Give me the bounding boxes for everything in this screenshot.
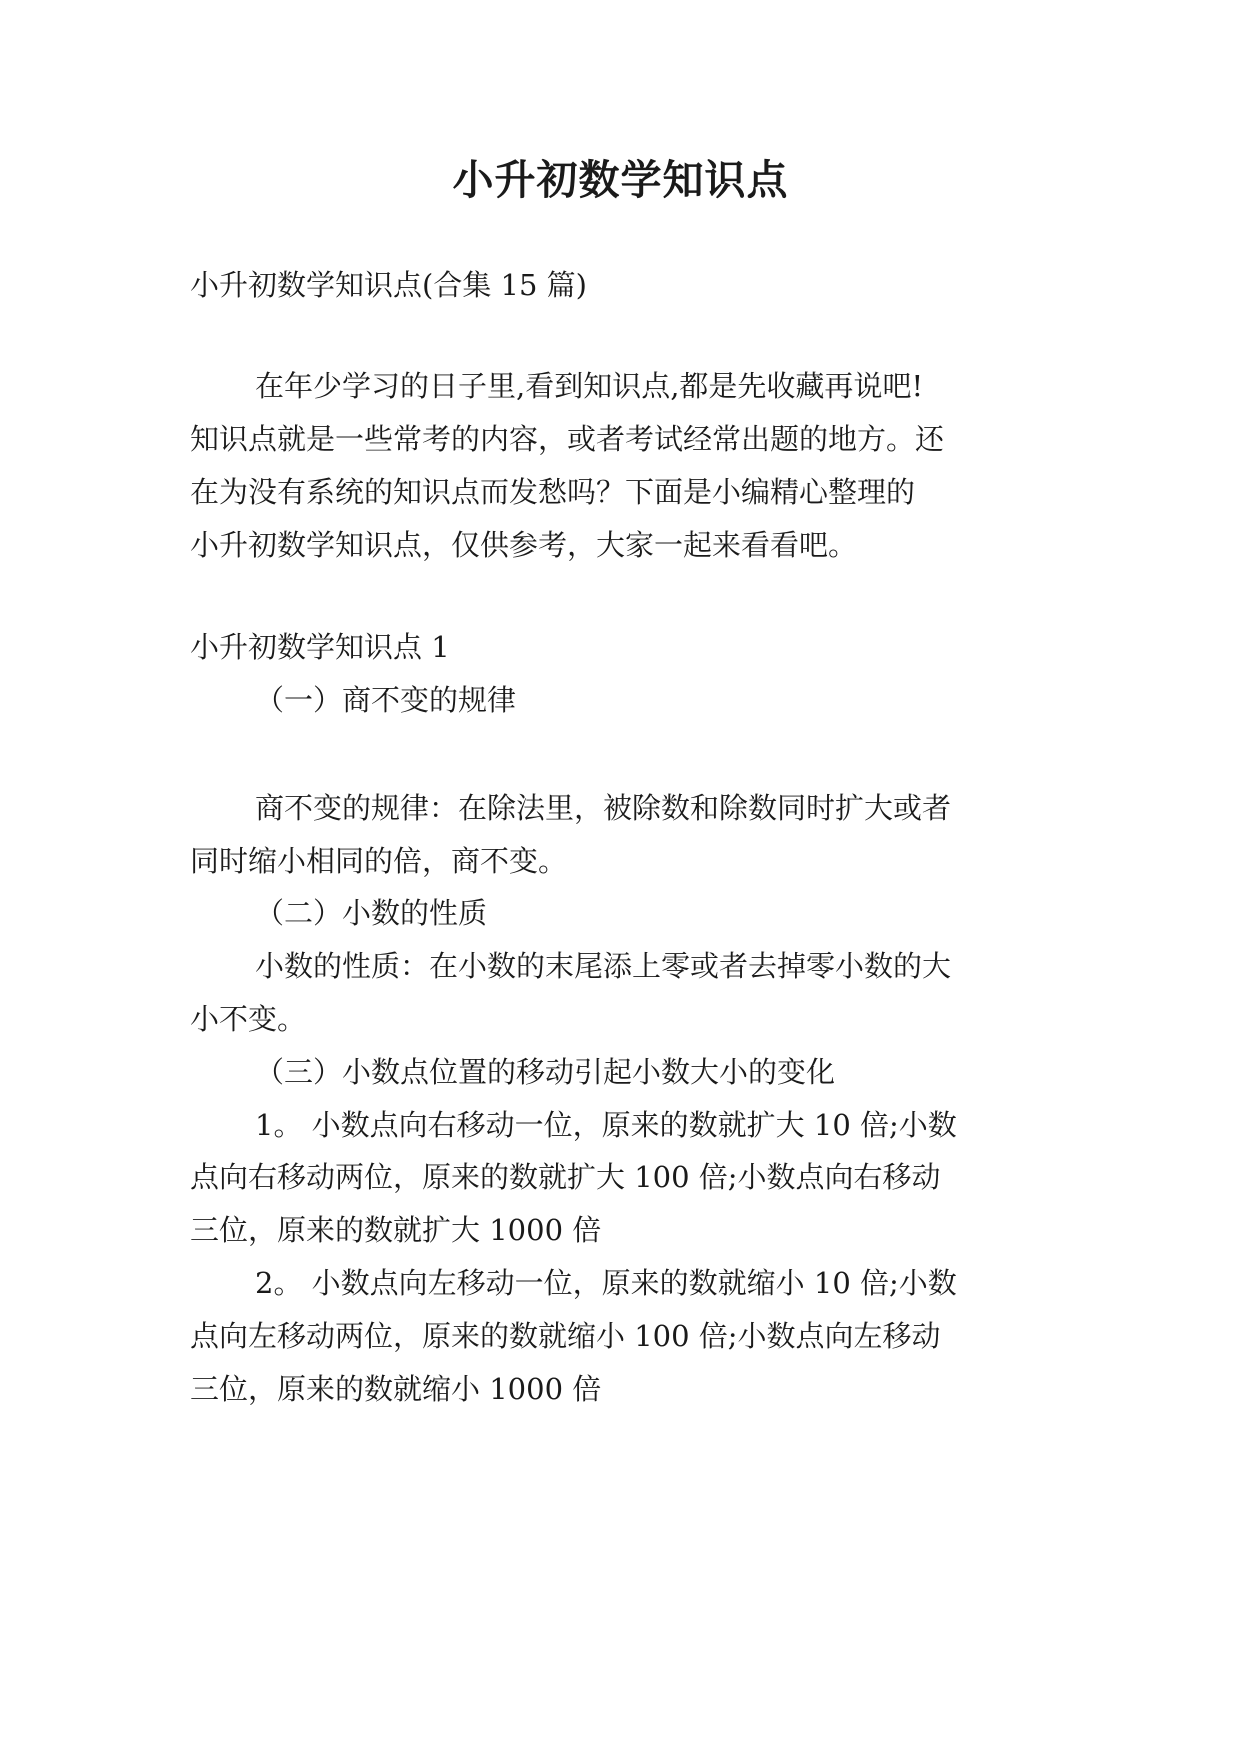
part-3-item-1-line-1: 1。 小数点向右移动一位，原来的数就扩大 10 倍;小数 (255, 1108, 957, 1142)
part-3-item-2-line-1: 2。 小数点向左移动一位，原来的数就缩小 10 倍;小数 (255, 1266, 957, 1300)
part-1-body-line-2: 同时缩小相同的倍，商不变。 (190, 844, 568, 878)
part-3-item-1-line-3: 三位，原来的数就扩大 1000 倍 (190, 1213, 602, 1247)
part-1-body-line-1: 商不变的规律：在除法里，被除数和除数同时扩大或者 (255, 791, 952, 825)
document-subtitle: 小升初数学知识点(合集 15 篇) (190, 268, 587, 302)
part-3-heading: （三）小数点位置的移动引起小数大小的变化 (255, 1055, 836, 1089)
document-title: 小升初数学知识点 (452, 156, 789, 204)
part-1-heading: （一）商不变的规律 (255, 683, 517, 717)
part-2-heading: （二）小数的性质 (255, 896, 488, 930)
intro-line-4: 小升初数学知识点，仅供参考，大家一起来看看吧。 (190, 528, 858, 562)
intro-line-2: 知识点就是一些常考的内容，或者考试经常出题的地方。还 (190, 422, 945, 456)
part-3-item-2-line-3: 三位，原来的数就缩小 1000 倍 (190, 1372, 602, 1406)
section-1-heading: 小升初数学知识点 1 (190, 630, 450, 664)
part-3-item-1-line-2: 点向右移动两位，原来的数就扩大 100 倍;小数点向右移动 (190, 1160, 941, 1194)
intro-line-3: 在为没有系统的知识点而发愁吗？下面是小编精心整理的 (190, 475, 916, 509)
part-2-body-line-1: 小数的性质：在小数的末尾添上零或者去掉零小数的大 (255, 949, 952, 983)
part-2-body-line-2: 小不变。 (190, 1002, 307, 1036)
intro-line-1: 在年少学习的日子里,看到知识点,都是先收藏再说吧! (255, 369, 924, 403)
part-3-item-2-line-2: 点向左移动两位，原来的数就缩小 100 倍;小数点向左移动 (190, 1319, 941, 1353)
